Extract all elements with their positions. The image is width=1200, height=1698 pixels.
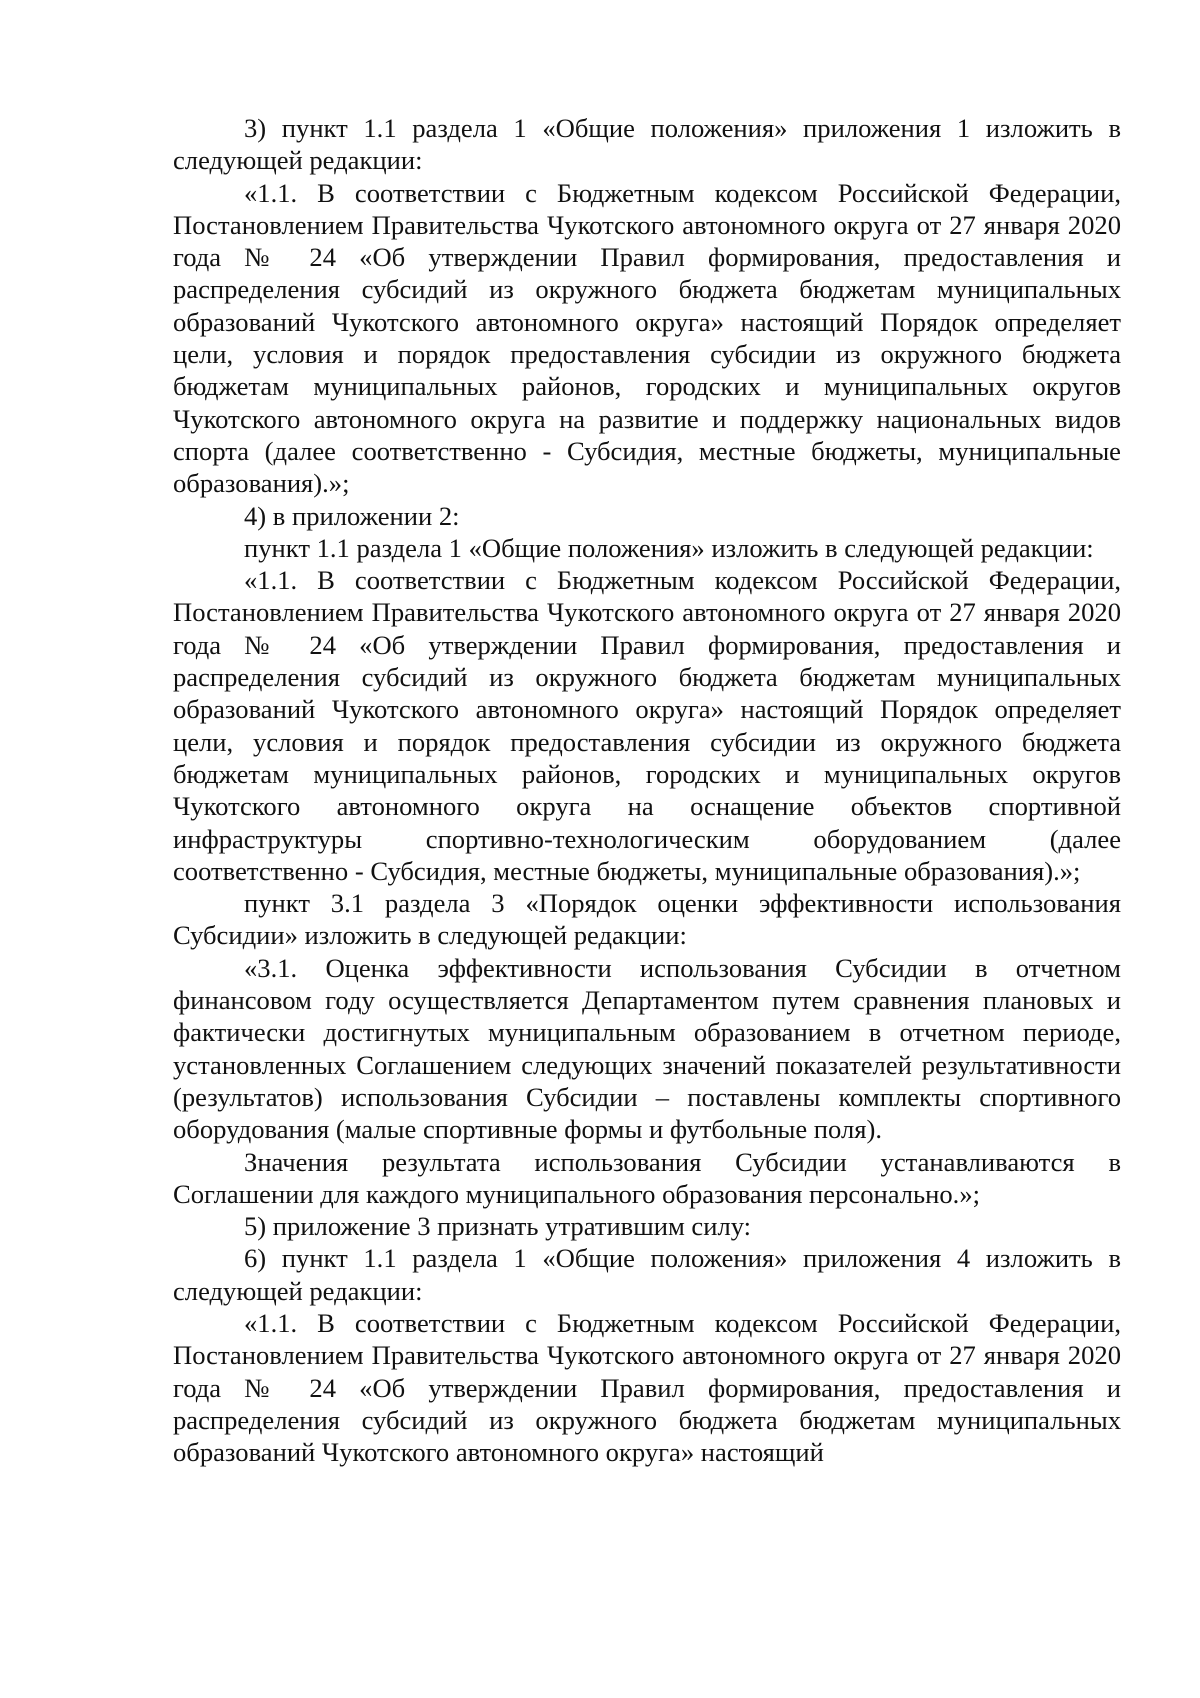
paragraph-item-5: 5) приложение 3 признать утратившим силу: — [244, 1211, 752, 1242]
paragraph-item-6: 6) пункт 1.1 раздела 1 «Общие положения» приложения 4 изложить в следующей редакции: — [173, 1243, 1121, 1306]
document-page — [173, 112, 1121, 1468]
paragraph-item-4: 4) в приложении 2: — [244, 500, 460, 531]
paragraph-quote-1-1-second: «1.1. В соответствии с Бюджетным кодексом Российской Федерации, Постановлением Правительства Чукотского автономного округа от 27 января 2020 года № 24 «Об утверждении Правил формирования, предоставления и распределения субсидий из окружного бюджета бюджетам муниципальных образований Чукотского автономного округа» настоящий Порядок определяет цели, условия и порядок предоставления субсидии из окружного бюджета бюджетам муниципальных районов, городских и муниципальных округов Чукотского автономного округа на оснащение объектов спортивной инфраструктуры спортивно-технологическим оборудованием (далее соответственно - Субсидия, местные бюджеты, муниципальные образования).»; — [173, 565, 1121, 886]
paragraph-quote-1-1: «1.1. В соответствии с Бюджетным кодексом Российской Федерации, Постановлением Правительства Чукотского автономного округа от 27 января 2020 года № 24 «Об утверждении Правил формирования, предоставления и распределения субсидий из окружного бюджета бюджетам муниципальных образований Чукотского автономного округа» настоящий Порядок определяет цели, условия и порядок предоставления субсидии из окружного бюджета бюджетам муниципальных районов, городских и муниципальных округов Чукотского автономного округа на развитие и поддержку национальных видов спорта (далее соответственно - Субсидия, местные бюджеты, муниципальные образования).»; — [173, 177, 1121, 499]
paragraph-subitem-1-1: пункт 1.1 раздела 1 «Общие положения» изложить в следующей редакции: — [244, 532, 1094, 563]
paragraph-item-3: 3) пункт 1.1 раздела 1 «Общие положения» приложения 1 изложить в следующей редакции: — [173, 113, 1121, 176]
paragraph-subitem-3-1: пункт 3.1 раздела 3 «Порядок оценки эффективности использования Субсидии» изложить в следующей редакции: — [173, 888, 1121, 951]
paragraph-result-values: Значения результата использования Субсидии устанавливаются в Соглашении для каждого муниципального образования персонально.»; — [173, 1146, 1121, 1209]
paragraph-quote-1-1-third: «1.1. В соответствии с Бюджетным кодексом Российской Федерации, Постановлением Правительства Чукотского автономного округа от 27 января 2020 года № 24 «Об утверждении Правил формирования, предоставления и распределения субсидий из окружного бюджета бюджетам муниципальных образований Чукотского автономного округа» настоящий — [173, 1307, 1121, 1468]
paragraph-quote-3-1: «3.1. Оценка эффективности использования Субсидии в отчетном финансовом году осуществляется Департаментом путем сравнения плановых и фактически достигнутых муниципальным образованием в отчетном периоде, установленных Соглашением следующих значений показателей результативности (результатов) использования Субсидии – поставлены комплекты спортивного оборудования (малые спортивные формы и футбольные поля). — [173, 952, 1121, 1145]
